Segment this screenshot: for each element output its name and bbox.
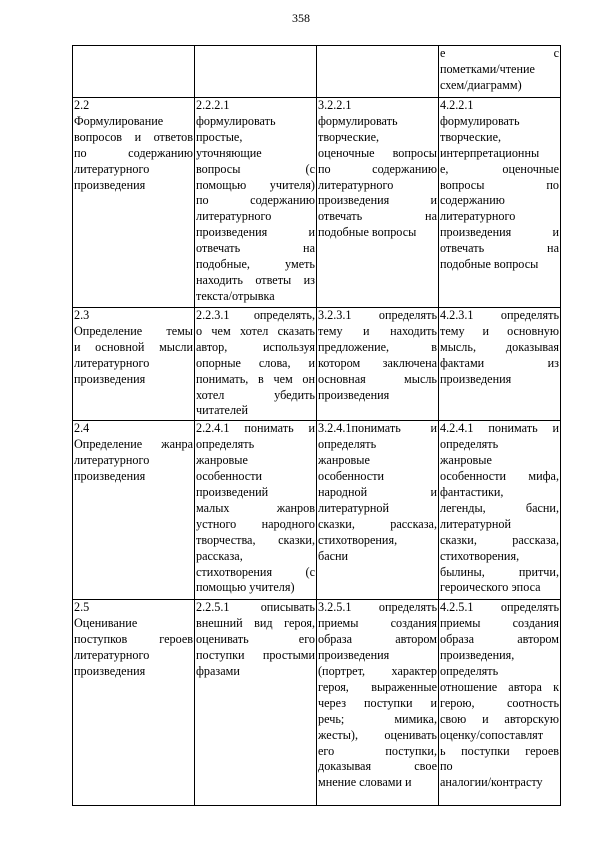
- cell-text-line: определять: [440, 437, 499, 452]
- cell-text-line: сказки, рассказа,: [318, 516, 437, 531]
- cell-text-line: фразами: [196, 663, 240, 678]
- cell-text-line: 2.2: [74, 98, 90, 112]
- cell-text-line: помощью учителя): [196, 177, 315, 192]
- cell-text-line: помощью учителя): [196, 580, 295, 595]
- cell-text-line: приемы создания: [440, 616, 559, 631]
- cell-text-line: Определение темы: [74, 323, 193, 338]
- cell-text-line: и основной мысли: [74, 339, 193, 354]
- cell-text-line: стихотворения,: [318, 532, 398, 547]
- grade4-objective-cell: [439, 308, 561, 421]
- cell-text-line: жанровые: [196, 453, 248, 468]
- cell-text-line: находить ответы из: [196, 272, 315, 287]
- cell-text-line: жанровые: [318, 453, 370, 468]
- cell-text-line: вопросов и ответов: [74, 129, 193, 144]
- cell-text-line: литературного: [196, 209, 272, 224]
- grade3-objective-cell: [317, 600, 439, 806]
- cell-text-line: литературного: [74, 355, 150, 370]
- cell-text-line: подобные вопросы: [318, 225, 417, 240]
- cell-text-line: содержанию: [440, 193, 505, 208]
- cell-text-line: стихотворения,: [440, 548, 520, 563]
- cell-text-line: 4.2.3.1 определять: [440, 308, 559, 322]
- cell-text-line: малых жанров: [196, 500, 315, 515]
- cell-text-line: 3.2.5.1 определять: [318, 600, 437, 615]
- cell-text-line: по содержанию: [318, 161, 437, 176]
- cell-text-line: произведения: [440, 371, 512, 386]
- grade3-objective-cell: [317, 421, 439, 600]
- cell-text-line: приемы создания: [318, 616, 437, 631]
- grade2-objective-cell: [195, 600, 317, 806]
- cell-text-line: 4.2.2.1: [440, 98, 474, 112]
- cell-text-line: 3.2.2.1: [318, 98, 352, 112]
- cell-text-line: Формулирование: [74, 113, 164, 128]
- section-cell: [73, 600, 195, 806]
- cell-text-line: свою и авторскую: [440, 711, 559, 726]
- cell-text-line: схем/диаграмм): [440, 77, 522, 92]
- cell-text-line: е, оценочные: [440, 161, 559, 176]
- cell-text-line: простые,: [196, 129, 243, 144]
- cell-text-line: оценку/сопоставлят: [440, 727, 544, 742]
- cell-text-line: сказки, рассказа,: [440, 532, 559, 547]
- cell-text-line: поступков героев: [74, 632, 193, 647]
- cell-text-line: подобные, уметь: [196, 257, 315, 272]
- cell-text-line: 2.2.4.1 понимать и: [196, 421, 315, 436]
- cell-text-line: основная мысль: [318, 371, 437, 386]
- cell-text-line: произведения и: [440, 225, 559, 240]
- grade4-objective-cell: [439, 600, 561, 806]
- cell-text-line: внешний вид героя,: [196, 616, 315, 631]
- cell-text-line: отвечать на: [318, 209, 437, 224]
- cell-text-line: определять: [318, 437, 377, 452]
- cell-text-line: 2.2.5.1 описывать: [196, 600, 315, 615]
- table-row: [73, 98, 561, 308]
- grade3-objective-cell: [317, 308, 439, 421]
- cell-text-line: определять: [440, 663, 499, 678]
- cell-text-line: образа автором: [318, 632, 437, 647]
- grade2-objective-cell: [195, 308, 317, 421]
- grade3-objective-cell: [317, 46, 439, 98]
- cell-text-line: поступки простыми: [196, 648, 315, 663]
- table-row: [73, 600, 561, 806]
- cell-text-line: произведения: [74, 663, 146, 678]
- cell-text-line: о чем хотел сказать: [196, 323, 315, 338]
- section-cell: [73, 98, 195, 308]
- cell-text-line: опорные слова, и: [196, 355, 315, 370]
- cell-text-line: особенности мифа,: [440, 469, 559, 484]
- cell-text-line: творческие,: [440, 129, 502, 144]
- cell-text-line: произведения,: [440, 648, 515, 663]
- cell-text-line: героического эпоса: [440, 580, 541, 595]
- cell-text-line: стихотворения (с: [196, 564, 315, 579]
- cell-text-line: пометками/чтение: [440, 61, 535, 76]
- table-row: [73, 421, 561, 600]
- cell-text-line: оценочные вопросы: [318, 145, 437, 160]
- cell-text-line: 3.2.3.1 определять: [318, 308, 437, 322]
- cell-text-line: литературной: [318, 500, 390, 515]
- grade3-objective-cell: [317, 98, 439, 308]
- cell-text-line: творческие,: [318, 129, 380, 144]
- cell-text-line: 2.2.3.1 определять,: [196, 308, 315, 322]
- cell-text-line: творчества, сказки,: [196, 532, 315, 547]
- cell-text-line: тему и основную: [440, 323, 559, 338]
- cell-text-line: произведения: [74, 177, 146, 192]
- curriculum-table: [72, 45, 561, 806]
- cell-text-line: (портрет, характер: [318, 663, 437, 678]
- cell-text-line: определять: [196, 437, 255, 452]
- cell-text-line: литературного: [74, 453, 150, 468]
- cell-text-line: тему и находить: [318, 323, 437, 338]
- cell-text-line: герою, соотность: [440, 695, 559, 710]
- cell-text-line: 2.2.2.1: [196, 98, 230, 112]
- cell-text-line: хотел убедить: [196, 387, 315, 402]
- cell-text-line: по содержанию: [74, 145, 193, 160]
- cell-text-line: произведения и: [196, 225, 315, 240]
- cell-text-line: котором заключена: [318, 355, 437, 370]
- cell-text-line: подобные вопросы: [440, 257, 539, 272]
- cell-text-line: литературной: [440, 516, 512, 531]
- cell-text-line: произведения: [318, 387, 390, 402]
- cell-text-line: понимать, в чем он: [196, 371, 315, 386]
- cell-text-line: особенности: [196, 469, 263, 484]
- cell-text-line: отношение автора к: [440, 679, 559, 694]
- cell-text-line: формулировать: [318, 113, 398, 128]
- cell-text-line: по содержанию: [196, 193, 315, 208]
- cell-text-line: произведений: [196, 484, 269, 499]
- cell-text-line: былины, притчи,: [440, 564, 559, 579]
- cell-text-line: отвечать на: [196, 241, 315, 256]
- cell-text-line: мнение словами и: [318, 775, 412, 790]
- cell-text-line: аналогии/контрасту: [440, 775, 543, 790]
- cell-text-line: рассказа,: [196, 548, 243, 563]
- cell-text-line: речь; мимика,: [318, 711, 437, 726]
- cell-text-line: литературного: [74, 161, 150, 176]
- cell-text-line: жанровые: [440, 453, 492, 468]
- cell-text-line: произведения: [74, 371, 146, 386]
- cell-text-line: легенды, басни,: [440, 500, 559, 515]
- cell-text-line: автор, используя: [196, 339, 315, 354]
- page-number: 358: [292, 11, 310, 25]
- cell-text-line: Оценивание: [74, 616, 138, 631]
- cell-text-line: произведения: [318, 648, 390, 663]
- cell-text-line: устного народного: [196, 516, 315, 531]
- cell-text-line: вопросы (с: [196, 161, 315, 176]
- grade2-objective-cell: [195, 46, 317, 98]
- cell-text-line: уточняющие: [196, 145, 262, 160]
- cell-text-line: 4.2.5.1 определять: [440, 600, 559, 615]
- cell-text-line: Определение жанра: [74, 437, 193, 452]
- cell-text-line: произведения и: [318, 193, 437, 208]
- cell-text-line: формулировать: [196, 113, 276, 128]
- cell-text-line: мысль, доказывая: [440, 339, 559, 354]
- cell-text-line: 2.4: [74, 421, 90, 436]
- cell-text-line: интерпретационны: [440, 145, 540, 160]
- grade2-objective-cell: [195, 98, 317, 308]
- cell-text-line: 2.5: [74, 600, 90, 615]
- table-row: [73, 46, 561, 98]
- cell-text-line: 3.2.4.1понимать и: [318, 421, 437, 436]
- cell-text-line: образа автором: [440, 632, 559, 647]
- cell-text-line: оценивать его: [196, 632, 315, 647]
- cell-text-line: литературного: [318, 177, 394, 192]
- cell-text-line: предложение, в: [318, 339, 437, 354]
- cell-text-line: 4.2.4.1 понимать и: [440, 421, 559, 436]
- cell-text-line: литературного: [440, 209, 516, 224]
- grade4-objective-cell: [439, 46, 561, 98]
- cell-text-line: через поступки и: [318, 695, 437, 710]
- cell-text-line: ь поступки героев: [440, 743, 559, 758]
- cell-text-line: читателей: [196, 403, 248, 418]
- cell-text-line: басни: [318, 548, 349, 563]
- cell-text-line: жесты), оценивать: [318, 727, 437, 742]
- cell-text-line: литературного: [74, 648, 150, 663]
- cell-text-line: доказывая свое: [318, 759, 437, 774]
- cell-text-line: народной и: [318, 484, 437, 499]
- grade2-objective-cell: [195, 421, 317, 600]
- cell-text-line: особенности: [318, 469, 385, 484]
- grade4-objective-cell: [439, 421, 561, 600]
- cell-text-line: отвечать на: [440, 241, 559, 256]
- cell-text-line: вопросы по: [440, 177, 559, 192]
- grade4-objective-cell: [439, 98, 561, 308]
- section-cell: [73, 308, 195, 421]
- cell-text-line: фантастики,: [440, 484, 504, 499]
- cell-text-line: е с: [440, 46, 559, 60]
- cell-text-line: произведения: [74, 469, 146, 484]
- cell-text-line: героя, выраженные: [318, 679, 437, 694]
- cell-text-line: фактами из: [440, 355, 559, 370]
- section-cell: [73, 46, 195, 98]
- cell-text-line: формулировать: [440, 113, 520, 128]
- cell-text-line: его поступки,: [318, 743, 437, 758]
- cell-text-line: по: [440, 759, 453, 774]
- cell-text-line: текста/отрывка: [196, 288, 275, 303]
- section-cell: [73, 421, 195, 600]
- cell-text-line: 2.3: [74, 308, 90, 322]
- table-row: [73, 308, 561, 421]
